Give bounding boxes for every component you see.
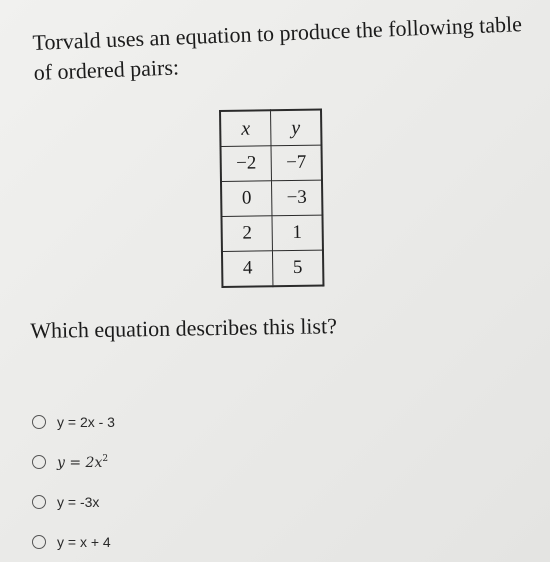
table-row <box>221 180 322 216</box>
table-header-y: y <box>271 110 322 146</box>
answer-options <box>32 402 352 562</box>
answer-option-label: y = 2x - 3 <box>57 414 115 430</box>
radio-button-icon[interactable] <box>32 535 46 549</box>
answer-option-4[interactable] <box>32 522 352 562</box>
radio-button-icon[interactable] <box>32 415 46 429</box>
answer-option-3[interactable] <box>32 482 352 522</box>
ordered-pairs-table <box>219 109 324 288</box>
table-row <box>222 250 323 287</box>
ordered-pairs-table-wrapper <box>219 109 324 288</box>
table-header-x: x <box>220 110 271 146</box>
table-cell-x: −2 <box>221 146 272 182</box>
answer-option-label <box>57 454 108 471</box>
question-prompt: Which equation describes this list? <box>30 313 338 343</box>
table-header-row <box>220 110 321 147</box>
answer-option-1[interactable] <box>32 402 352 442</box>
table-cell-y: 1 <box>272 215 323 251</box>
table-cell-x: 2 <box>221 216 272 252</box>
answer-option-exponent: 2 <box>102 453 109 464</box>
question-text: Torvald uses an equation to produce the following table of ordered pairs: <box>32 11 523 85</box>
table-row <box>221 215 322 251</box>
table-cell-x: 0 <box>221 181 272 217</box>
radio-button-icon[interactable] <box>32 495 46 509</box>
table-cell-y: −7 <box>271 145 322 181</box>
table-cell-y: −3 <box>271 180 322 216</box>
answer-option-label: y = x + 4 <box>57 534 111 550</box>
radio-button-icon[interactable] <box>32 455 46 469</box>
table-row <box>221 145 322 181</box>
answer-option-label-base: y = 2x <box>57 454 103 471</box>
answer-option-label: y = -3x <box>57 494 100 510</box>
table-cell-y: 5 <box>272 250 323 286</box>
answer-option-2[interactable] <box>32 442 352 482</box>
table-cell-x: 4 <box>222 251 273 287</box>
